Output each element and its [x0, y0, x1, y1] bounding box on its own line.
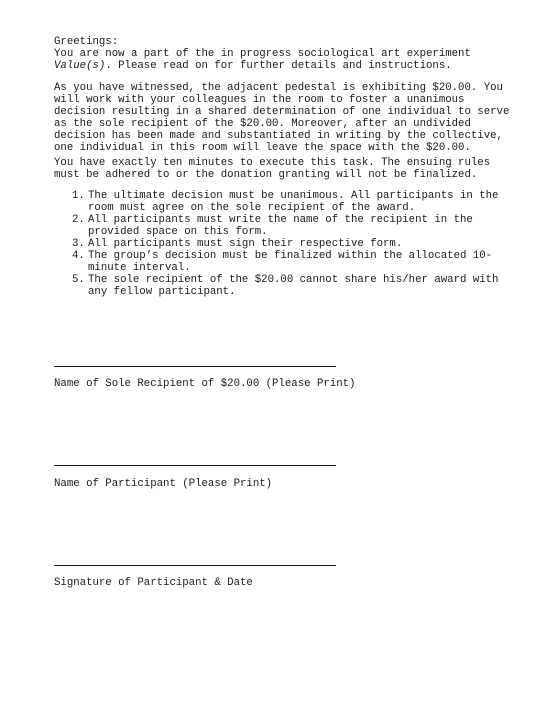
rule-line: any fellow participant.	[88, 286, 236, 298]
rule-item	[54, 238, 494, 250]
rule-line: minute interval.	[88, 262, 191, 274]
rule-line: room must agree on the sole recipient of the award.	[88, 202, 416, 214]
rule-number: 1.	[72, 190, 85, 202]
rule-item	[54, 214, 494, 238]
intro-line-2	[54, 60, 494, 72]
paragraph-1	[54, 82, 510, 154]
rule-line: The group’s decision must be finalized within the allocated 10-	[88, 250, 493, 262]
recipient-name-line[interactable]	[54, 366, 336, 367]
greeting-block	[54, 36, 494, 72]
paragraph-2-line: must be adhered to or the donation granting will not be finalized.	[54, 169, 478, 181]
rule-line: provided space on this form.	[88, 226, 268, 238]
rule-number: 5.	[72, 274, 85, 286]
paragraph-1-line: one individual in this room will leave the space with the $20.00.	[54, 142, 471, 154]
rule-line: The sole recipient of the $20.00 cannot share his/her award with	[88, 274, 499, 286]
intro-line-2-rest: . Please read on for further details and instructions.	[105, 60, 452, 72]
rule-line: All participants must sign their respective form.	[88, 238, 403, 250]
rules-list	[54, 190, 499, 298]
paragraph-1-line: As you have witnessed, the adjacent pedestal is exhibiting $20.00. You	[54, 82, 503, 94]
signature-label: Signature of Participant & Date	[54, 577, 253, 589]
rule-item	[54, 190, 499, 214]
paragraph-1-line: decision has been made and substantiated in writing by the collective,	[54, 130, 503, 142]
rule-item	[54, 274, 499, 298]
rule-number: 2.	[72, 214, 85, 226]
rule-number: 3.	[72, 238, 85, 250]
paragraph-2-line: You have exactly ten minutes to execute this task. The ensuing rules	[54, 157, 491, 169]
intro-line-1: You are now a part of the in progress sociological art experiment	[54, 48, 471, 60]
paragraph-1-line: will work with your colleagues in the room to foster a unanimous	[54, 94, 465, 106]
rule-number: 4.	[72, 250, 85, 262]
rule-line: All participants must write the name of the recipient in the	[88, 214, 473, 226]
rule-line: The ultimate decision must be unanimous. All participants in the	[88, 190, 499, 202]
participant-name-label: Name of Participant (Please Print)	[54, 478, 273, 490]
rule-item	[54, 250, 494, 274]
signature-line[interactable]	[54, 565, 336, 566]
paragraph-1-line: decision resulting in a shared determination of one individual to serve	[54, 106, 510, 118]
paragraph-1-line: as the sole recipient of the $20.00. Moreover, after an undivided	[54, 118, 471, 130]
paragraph-2	[54, 157, 494, 181]
recipient-name-label: Name of Sole Recipient of $20.00 (Please Print)	[54, 378, 356, 390]
artwork-title: Value(s)	[54, 60, 106, 72]
greeting-text: Greetings:	[54, 36, 119, 48]
participant-name-line[interactable]	[54, 465, 336, 466]
